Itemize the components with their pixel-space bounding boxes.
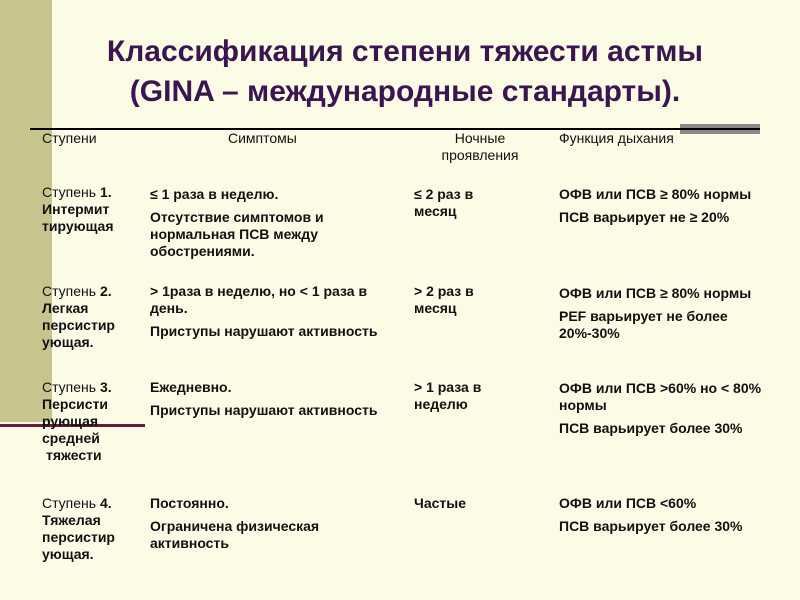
row-4-night: Частые xyxy=(414,495,467,511)
row-3-function-1: ОФВ или ПСВ >60% но < 80% нормы xyxy=(559,380,762,413)
row-4-stage-name-1: Тяжелая xyxy=(42,512,101,528)
row-4-function-2: ПСВ варьирует более 30% xyxy=(559,518,743,534)
row-2-stage-name-1: Легкая xyxy=(42,300,89,316)
row-4-stage-number xyxy=(42,495,142,512)
row-3-stage-name-1: Персисти xyxy=(42,396,109,412)
row-3-stage-name-2: рующая xyxy=(42,413,99,429)
row-4-function xyxy=(559,495,784,541)
row-2-stage-label: Ступень xyxy=(42,283,100,299)
row-2-function-1: ОФВ или ПСВ ≥ 80% нормы xyxy=(559,285,752,301)
row-4-symptoms xyxy=(150,495,390,558)
row-3-function xyxy=(559,380,784,443)
row-1-stage-num: 1. xyxy=(99,184,112,200)
row-4-stage-name-3: ующая. xyxy=(42,546,94,562)
row-4-symptom-1: Постоянно. xyxy=(150,495,229,511)
row-2-symptom-2: Приступы нарушают активность xyxy=(150,323,378,339)
row-2-stage-name-3: ующая. xyxy=(42,334,94,350)
row-1-night: ≤ 2 раз в месяц xyxy=(414,186,474,219)
row-4-stage-label: Ступень xyxy=(42,495,100,511)
row-1-symptoms xyxy=(150,186,390,266)
row-2-stage-number xyxy=(42,283,142,300)
header-night-line-2: проявления xyxy=(441,147,519,163)
row-3-night: > 1 раза в неделю xyxy=(414,379,482,412)
row-3-stage-name-3: средней xyxy=(42,430,100,446)
row-1-symptom-1: ≤ 1 раза в неделю. xyxy=(150,186,279,202)
row-3-stage xyxy=(42,379,142,464)
row-3-stage-label: Ступень xyxy=(42,379,100,395)
row-3-stage-name-4: тяжести xyxy=(46,447,102,463)
row-1-function-1: ОФВ или ПСВ ≥ 80% нормы xyxy=(559,186,752,202)
row-1-function xyxy=(559,186,769,232)
title-line-1: Классификация степени тяжести астмы xyxy=(106,35,704,68)
row-1-stage-name-1: Интермит xyxy=(42,201,110,217)
header-night xyxy=(425,130,535,164)
row-1-stage xyxy=(42,184,142,235)
header-stage: Ступени xyxy=(42,130,97,146)
row-1-stage-label: Ступень xyxy=(42,184,100,200)
title-line-2: (GINA – международные стандарты). xyxy=(129,75,681,108)
row-2-stage-num: 2. xyxy=(99,283,112,299)
row-3-function-2: ПСВ варьирует более 30% xyxy=(559,420,743,436)
row-2-symptoms xyxy=(150,283,385,346)
row-3-symptom-2: Приступы нарушают активность xyxy=(150,402,378,418)
header-night-line-1: Ночные xyxy=(454,130,506,146)
slide-title xyxy=(40,32,770,112)
header-function: Функция дыхания xyxy=(559,130,674,146)
row-4-stage-num: 4. xyxy=(99,495,112,511)
row-4-function-1: ОФВ или ПСВ <60% xyxy=(559,495,697,511)
row-4-stage xyxy=(42,495,142,563)
row-1-symptom-2: Отсутствие симптомов и нормальная ПСВ между обострениями. xyxy=(150,209,324,259)
row-3-symptoms xyxy=(150,379,390,425)
row-2-stage xyxy=(42,283,142,351)
row-2-symptom-1: > 1раза в неделю, но < 1 раза в день. xyxy=(150,283,368,316)
row-1-function-2: ПСВ варьирует не ≥ 20% xyxy=(559,209,730,225)
row-4-stage-name-2: персистир xyxy=(42,529,115,545)
row-3-symptom-1: Ежедневно. xyxy=(150,379,232,395)
row-2-function xyxy=(559,285,784,348)
row-1-stage-number xyxy=(42,184,142,201)
row-4-symptom-2: Ограничена физическая активность xyxy=(150,518,320,551)
row-3-stage-number xyxy=(42,379,142,396)
row-2-stage-name-2: персистир xyxy=(42,317,115,333)
row-2-function-2: PEF варьирует не более 20%-30% xyxy=(559,308,728,341)
header-symptoms: Симптомы xyxy=(228,130,297,146)
row-2-night: > 2 раз в месяц xyxy=(414,283,474,316)
row-3-stage-num: 3. xyxy=(99,379,112,395)
row-1-stage-name-2: тирующая xyxy=(42,218,114,234)
